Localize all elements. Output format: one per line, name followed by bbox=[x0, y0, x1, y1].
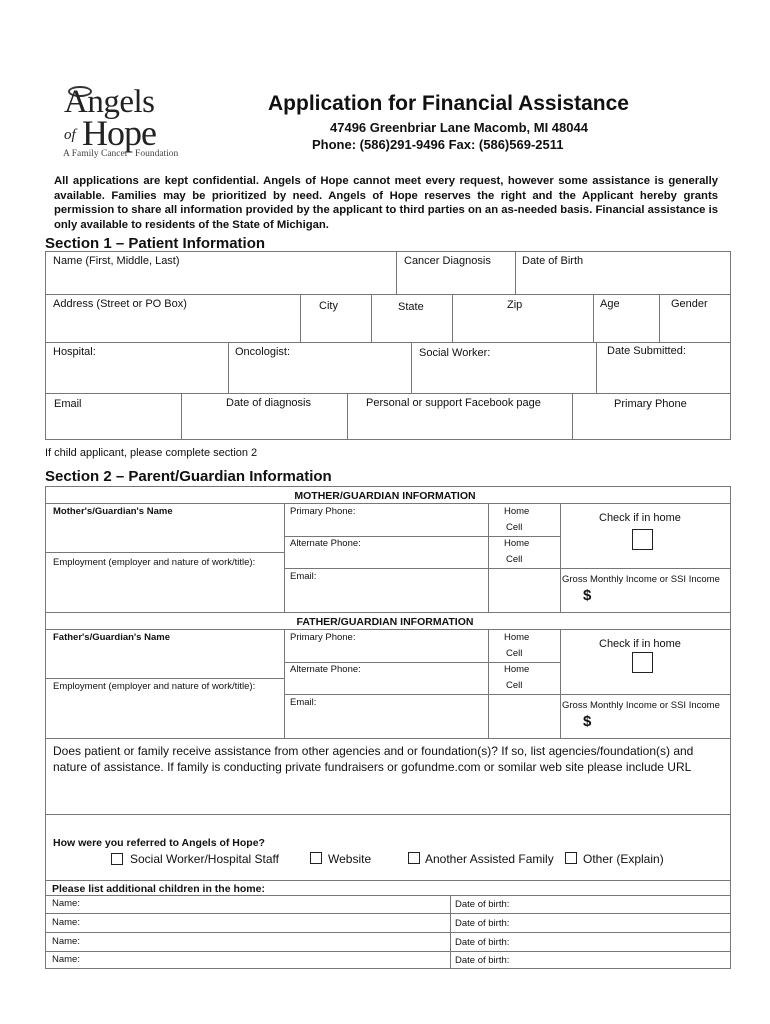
father-in-home-checkbox[interactable] bbox=[632, 652, 653, 673]
date-of-diagnosis-field[interactable]: Date of diagnosis bbox=[226, 397, 311, 409]
mother-home1-label: Home bbox=[504, 506, 530, 517]
child-dob-field[interactable]: Date of birth: bbox=[455, 918, 510, 929]
father-employment-field[interactable]: Employment (employer and nature of work/title): bbox=[53, 681, 256, 692]
intro-paragraph: All applications are kept confidential. Angels of Hope cannot meet every request, however some assistance is generally available. Families may be prioritized by need. Angels of Hope reserves the right and the Applicant hereby grants permission to share all information provided by the applicant to third parties on an as-needed basis. Financial assistance is only available to residents of the State of Michigan. bbox=[54, 175, 718, 231]
mother-cell1-label: Cell bbox=[506, 522, 523, 533]
referral-website-checkbox[interactable] bbox=[310, 852, 322, 864]
father-income-dollar: $ bbox=[583, 713, 592, 730]
oncologist-field[interactable]: Oncologist: bbox=[235, 346, 291, 358]
mother-primary-phone-field[interactable]: Primary Phone: bbox=[290, 506, 356, 517]
referral-other-label: Other (Explain) bbox=[583, 852, 664, 866]
page-title: Application for Financial Assistance bbox=[268, 92, 629, 115]
referral-other-checkbox[interactable] bbox=[565, 852, 577, 864]
referral-assisted-family-checkbox[interactable] bbox=[408, 852, 420, 864]
logo-tagline: A Family Cancer Foundation bbox=[63, 149, 179, 159]
mother-in-home-checkbox[interactable] bbox=[632, 529, 653, 550]
mother-cell2-label: Cell bbox=[506, 554, 523, 565]
child-dob-field[interactable]: Date of birth: bbox=[455, 937, 510, 948]
referral-assisted-family-label: Another Assisted Family bbox=[425, 852, 554, 866]
child-name-field[interactable]: Name: bbox=[52, 898, 80, 909]
father-cell2-label: Cell bbox=[506, 680, 523, 691]
assistance-question[interactable]: Does patient or family receive assistance from other agencies and or foundation(s)? If so, list agencies/foundation(s) and nature of assistance. If family is conducting private fundraisers or gofundme.com or somilar web site please include URL bbox=[53, 744, 694, 774]
address-field[interactable]: Address (Street or PO Box) bbox=[53, 298, 187, 310]
facebook-page-field[interactable]: Personal or support Facebook page bbox=[366, 397, 541, 409]
father-name-field[interactable]: Father's/Guardian's Name bbox=[53, 632, 170, 643]
gender-field[interactable]: Gender bbox=[671, 298, 708, 310]
state-field[interactable]: State bbox=[398, 301, 424, 313]
referral-social-worker-label: Social Worker/Hospital Staff bbox=[130, 852, 279, 866]
zip-field[interactable]: Zip bbox=[507, 299, 523, 311]
city-field[interactable]: City bbox=[319, 300, 338, 312]
hospital-field[interactable]: Hospital: bbox=[53, 346, 96, 358]
referral-question: How were you referred to Angels of Hope? bbox=[53, 837, 265, 849]
child-dob-field[interactable]: Date of birth: bbox=[455, 899, 510, 910]
children-title: Please list additional children in the home: bbox=[52, 883, 265, 895]
org-address: 47496 Greenbriar Lane Macomb, MI 48044 bbox=[330, 120, 588, 135]
logo-angels-text: Angels bbox=[64, 84, 155, 120]
mother-alternate-phone-field[interactable]: Alternate Phone: bbox=[290, 538, 361, 549]
father-home2-label: Home bbox=[504, 664, 530, 675]
child-name-field[interactable]: Name: bbox=[52, 917, 80, 928]
cancer-diagnosis-field[interactable]: Cancer Diagnosis bbox=[404, 255, 491, 267]
father-header: FATHER/GUARDIAN INFORMATION bbox=[296, 616, 474, 628]
child-name-field[interactable]: Name: bbox=[52, 954, 80, 965]
child-name-field[interactable]: Name: bbox=[52, 936, 80, 947]
section2-title: Section 2 – Parent/Guardian Information bbox=[45, 468, 332, 485]
father-alternate-phone-field[interactable]: Alternate Phone: bbox=[290, 664, 361, 675]
father-email-field[interactable]: Email: bbox=[290, 697, 317, 708]
patient-name-field[interactable]: Name (First, Middle, Last) bbox=[53, 255, 180, 267]
mother-email-field[interactable]: Email: bbox=[290, 571, 317, 582]
father-home1-label: Home bbox=[504, 632, 530, 643]
mother-header: MOTHER/GUARDIAN INFORMATION bbox=[294, 490, 476, 502]
father-check-in-home-label: Check if in home bbox=[599, 638, 681, 650]
primary-phone-field[interactable]: Primary Phone bbox=[614, 398, 687, 410]
date-of-birth-field[interactable]: Date of Birth bbox=[522, 255, 584, 267]
date-submitted-field[interactable]: Date Submitted: bbox=[607, 345, 686, 357]
father-primary-phone-field[interactable]: Primary Phone: bbox=[290, 632, 356, 643]
mother-home2-label: Home bbox=[504, 538, 530, 549]
father-cell1-label: Cell bbox=[506, 648, 523, 659]
referral-social-worker-checkbox[interactable] bbox=[111, 853, 123, 865]
social-worker-field[interactable]: Social Worker: bbox=[419, 347, 491, 359]
org-phone: Phone: (586)291-9496 Fax: (586)569-2511 bbox=[312, 137, 564, 152]
mother-check-in-home-label: Check if in home bbox=[599, 512, 681, 524]
child-applicant-note: If child applicant, please complete section 2 bbox=[45, 447, 258, 459]
mother-employment-field[interactable]: Employment (employer and nature of work/title): bbox=[53, 557, 256, 568]
mother-income-label: Gross Monthly Income or SSI Income bbox=[562, 574, 720, 585]
child-dob-field[interactable]: Date of birth: bbox=[455, 955, 510, 966]
age-field[interactable]: Age bbox=[600, 298, 620, 310]
logo-of-text: of bbox=[64, 127, 76, 143]
referral-website-label: Website bbox=[328, 852, 372, 866]
mother-income-dollar: $ bbox=[583, 587, 592, 604]
mother-name-field[interactable]: Mother's/Guardian's Name bbox=[53, 506, 173, 517]
email-field[interactable]: Email bbox=[54, 398, 82, 410]
logo-hope-text: Hope bbox=[82, 113, 156, 153]
father-income-label: Gross Monthly Income or SSI Income bbox=[562, 700, 720, 711]
section1-title: Section 1 – Patient Information bbox=[45, 235, 266, 252]
